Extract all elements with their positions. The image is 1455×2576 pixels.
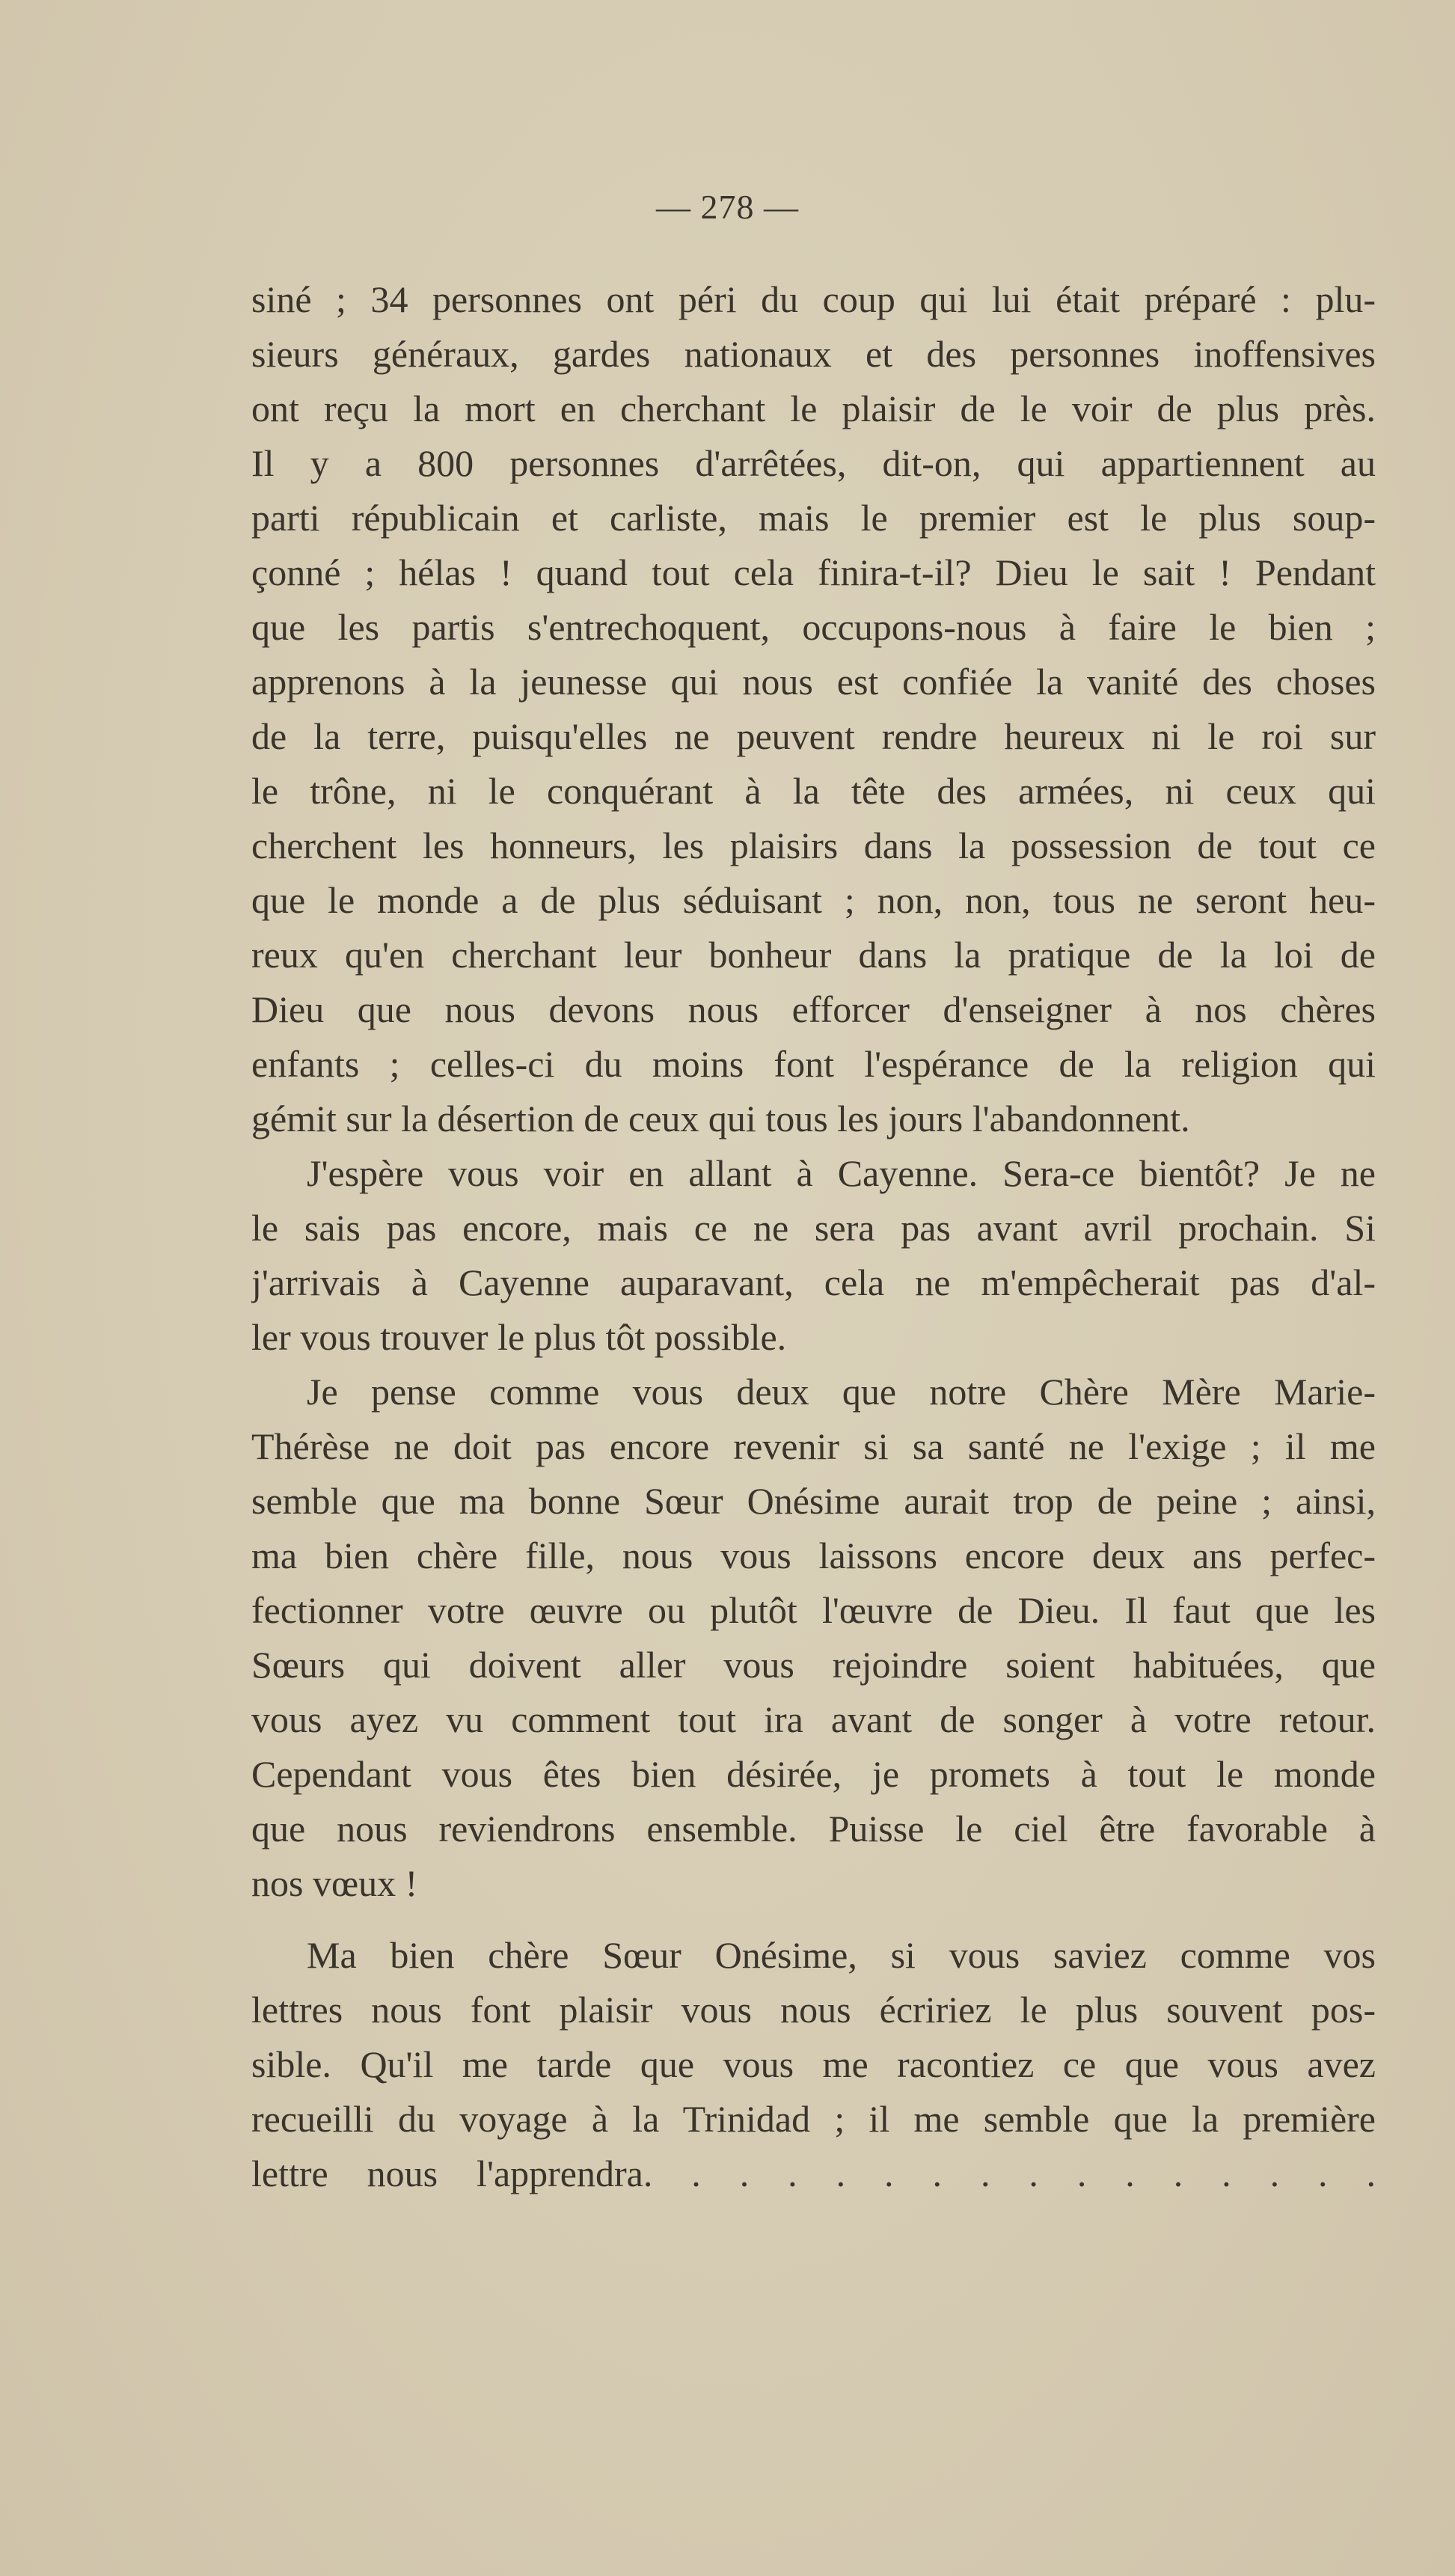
text-line: gémit sur la désertion de ceux qui tous les jours l'abandonnent. <box>251 1098 1190 1139</box>
text-line: le sais pas encore, mais ce ne sera pas avant avril prochain. Si <box>251 1207 1376 1249</box>
text-line: le trône, ni le conquérant à la tête des armées, ni ceux qui <box>251 770 1376 812</box>
text-line: ont reçu la mort en cherchant le plaisir de le voir de plus près. <box>251 388 1376 429</box>
text-line: lettres nous font plaisir vous nous écririez le plus souvent pos- <box>251 1989 1376 2031</box>
text-line: Je pense comme vous deux que notre Chère Mère Marie- <box>307 1371 1376 1413</box>
text-line: nos vœux ! <box>251 1862 418 1904</box>
text-line: que le monde a de plus séduisant ; non, non, tous ne seront heu- <box>251 879 1376 921</box>
paragraph-1 <box>251 272 1376 1146</box>
text-line: Il y a 800 personnes d'arrêtées, dit-on, qui appartiennent au <box>251 442 1376 484</box>
text-line: Thérèse ne doit pas encore revenir si sa santé ne l'exige ; il me <box>251 1425 1376 1467</box>
page-number: — 278 — <box>656 188 799 226</box>
closing-text-block <box>251 1928 1376 2201</box>
text-line: lettre nous l'apprendra. . . . . . . . . . . . . . . . <box>251 2153 1376 2194</box>
text-line: Ma bien chère Sœur Onésime, si vous saviez comme vos <box>307 1934 1376 1976</box>
main-text-block <box>251 272 1376 1911</box>
text-line: sieurs généraux, gardes nationaux et des personnes inoffensives <box>251 333 1376 375</box>
text-line: apprenons à la jeunesse qui nous est confiée la vanité des choses <box>251 661 1376 703</box>
paragraph-4 <box>251 1928 1376 2201</box>
text-line: enfants ; celles-ci du moins font l'espérance de la religion qui <box>251 1043 1376 1085</box>
text-line: vous ayez vu comment tout ira avant de songer à votre retour. <box>251 1698 1376 1740</box>
text-line: que nous reviendrons ensemble. Puisse le ciel être favorable à <box>251 1808 1376 1850</box>
text-line: ma bien chère fille, nous vous laissons encore deux ans perfec- <box>251 1535 1376 1576</box>
text-line: cherchent les honneurs, les plaisirs dans la possession de tout ce <box>251 824 1376 866</box>
text-line: semble que ma bonne Sœur Onésime aurait trop de peine ; ainsi, <box>251 1480 1376 1522</box>
text-line: j'arrivais à Cayenne auparavant, cela ne m'empêcherait pas d'al- <box>251 1261 1376 1303</box>
text-line: de la terre, puisqu'elles ne peuvent rendre heureux ni le roi sur <box>251 715 1376 757</box>
text-line: Sœurs qui doivent aller vous rejoindre soient habituées, que <box>251 1644 1376 1686</box>
text-line: J'espère vous voir en allant à Cayenne. Sera-ce bientôt? Je ne <box>307 1152 1376 1194</box>
text-line: siné ; 34 personnes ont péri du coup qui lui était préparé : plu- <box>251 278 1376 320</box>
text-line: recueilli du voyage à la Trinidad ; il me semble que la première <box>251 2098 1376 2140</box>
paragraph-2 <box>251 1146 1376 1365</box>
text-line: fectionner votre œuvre ou plutôt l'œuvre de Dieu. Il faut que les <box>251 1589 1376 1631</box>
text-line: parti républicain et carliste, mais le premier est le plus soup- <box>251 497 1376 539</box>
text-line: Cependant vous êtes bien désirée, je promets à tout le monde <box>251 1753 1376 1795</box>
text-line: ler vous trouver le plus tôt possible. <box>251 1316 787 1358</box>
text-line: sible. Qu'il me tarde que vous me racontiez ce que vous avez <box>251 2043 1376 2085</box>
text-line: Dieu que nous devons nous efforcer d'enseigner à nos chères <box>251 988 1376 1030</box>
text-line: reux qu'en cherchant leur bonheur dans la pratique de la loi de <box>251 934 1376 976</box>
text-line: que les partis s'entrechoquent, occupons-nous à faire le bien ; <box>251 606 1376 648</box>
paragraph-3 <box>251 1365 1376 1911</box>
text-line: çonné ; hélas ! quand tout cela finira-t-il? Dieu le sait ! Pendant <box>251 551 1376 593</box>
